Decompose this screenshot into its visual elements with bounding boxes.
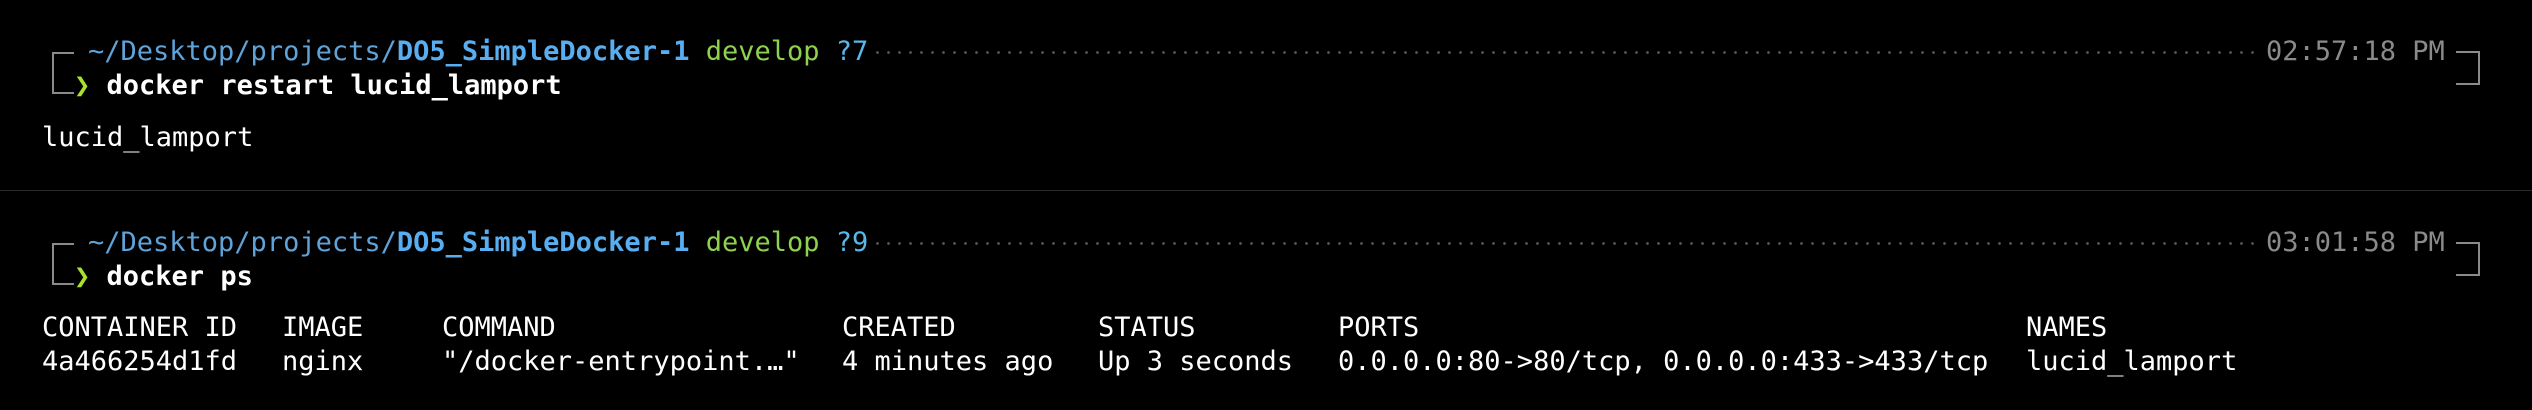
table-header-ports: PORTS (1338, 312, 1420, 343)
cell-image: nginx (282, 346, 364, 377)
prompt-path-line (88, 226, 868, 260)
table-header-container-id: CONTAINER ID (42, 312, 238, 343)
prompt-path-prefix: ~/Desktop/projects/ (88, 36, 397, 67)
prompt-dotted-filler (872, 51, 2257, 54)
command-output: lucid_lamport (42, 122, 254, 153)
cell-created: 4 minutes ago (842, 346, 1054, 377)
prompt-frame-bottom-left (52, 263, 74, 285)
table-header-image: IMAGE (282, 312, 364, 343)
cell-status: Up 3 seconds (1098, 346, 1294, 377)
git-status: ?9 (835, 227, 869, 258)
prompt-time: 02:57:18 PM (2266, 36, 2445, 67)
prompt-path-dir: DO5_SimpleDocker-1 (396, 36, 690, 67)
git-branch: develop (705, 227, 820, 258)
prompt-frame-top-left (52, 52, 74, 72)
prompt-frame-top-left (52, 243, 74, 263)
table-header-names: NAMES (2026, 312, 2108, 343)
cell-container-id: 4a466254d1fd (42, 346, 238, 377)
prompt-chevron-icon: ❯ (74, 261, 91, 292)
table-header-status: STATUS (1098, 312, 1196, 343)
table-header-command: COMMAND (442, 312, 556, 343)
git-status: ?7 (835, 36, 869, 67)
prompt-time: 03:01:58 PM (2266, 227, 2445, 258)
prompt-path-line (88, 35, 868, 69)
cell-names: lucid_lamport (2026, 346, 2238, 377)
prompt-chevron-icon: ❯ (74, 70, 91, 101)
terminal-block-1 (0, 0, 2532, 190)
table-header-created: CREATED (842, 312, 956, 343)
command-line[interactable] (74, 260, 253, 294)
git-branch: develop (705, 36, 820, 67)
cell-ports: 0.0.0.0:80->80/tcp, 0.0.0.0:433->433/tcp (1338, 346, 1989, 377)
terminal-block-2 (0, 191, 2532, 410)
command-line[interactable] (74, 69, 562, 103)
prompt-frame-bottom-left (52, 72, 74, 94)
prompt-frame-bottom-right (2456, 63, 2480, 85)
prompt-path-prefix: ~/Desktop/projects/ (88, 227, 397, 258)
command-text: docker ps (106, 261, 253, 292)
prompt-path-dir: DO5_SimpleDocker-1 (396, 227, 690, 258)
command-text: docker restart lucid_lamport (106, 70, 562, 101)
prompt-dotted-filler (872, 242, 2257, 245)
prompt-frame-bottom-right (2456, 254, 2480, 276)
cell-command: "/docker-entrypoint.…" (442, 346, 800, 377)
